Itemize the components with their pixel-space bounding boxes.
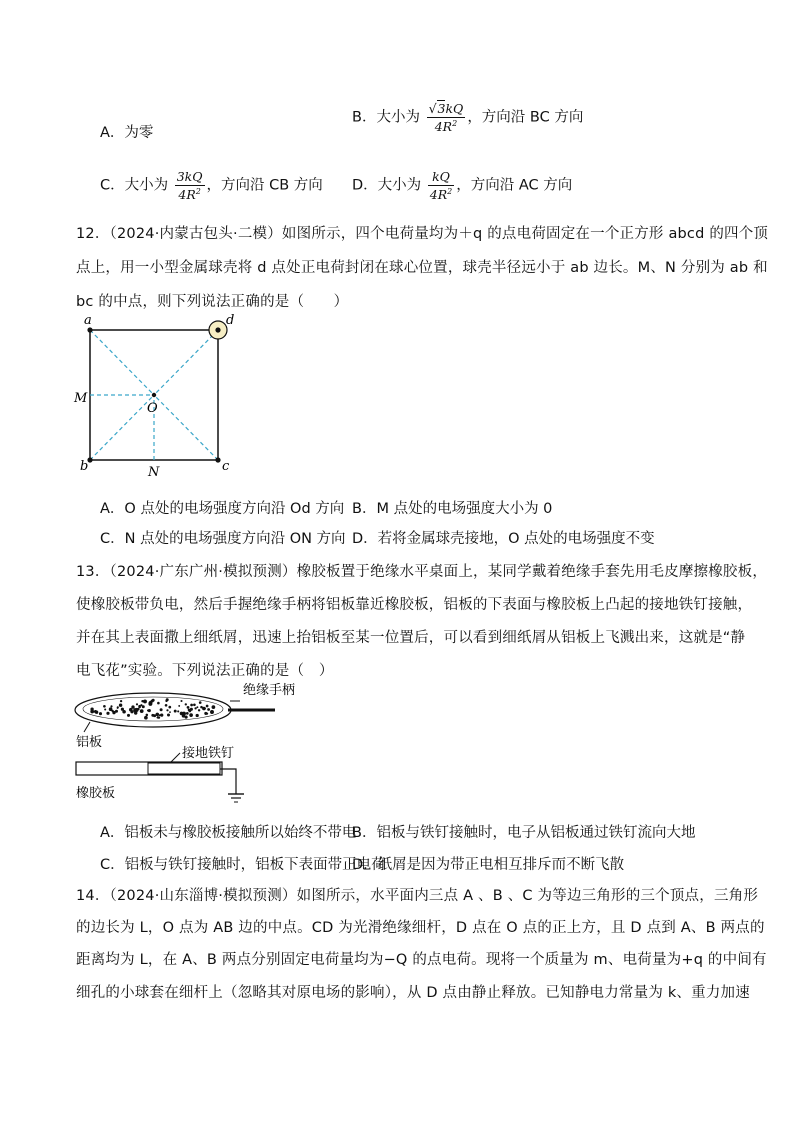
paper-scrap-dot xyxy=(206,712,208,714)
q12-option-c: C．N 点处的电场强度方向沿 ON 方向 xyxy=(100,531,346,547)
paper-scrap-dot xyxy=(188,709,191,712)
q12-square-diagram xyxy=(70,310,250,480)
paper-scrap-dot xyxy=(168,706,171,709)
paper-scrap-dot xyxy=(212,705,216,709)
paper-scrap-dot xyxy=(180,700,182,702)
paper-scrap-dot xyxy=(166,709,168,711)
paper-scrap-dot xyxy=(185,703,187,705)
q12-stem-line-3: bc 的中点，则下列说法正确的是（ ） xyxy=(76,294,349,310)
q13-stem-line-2: 使橡胶板带负电，然后手握绝缘手柄将铝板靠近橡胶板，铝板的下表面与橡胶板上凸起的接地铁钉接触， xyxy=(76,597,753,613)
paper-scrap-dot xyxy=(104,708,106,710)
option-letter: A． xyxy=(100,125,125,141)
q14-stem-line-2: 的边长为 L，O 点为 AB 边的中点。CD 为光滑绝缘细杆，D 点在 O 点的正上方，且 D 点到 A、B 两点的 xyxy=(76,920,765,936)
label-d: d xyxy=(226,313,235,328)
q12-option-b: B．M 点处的电场强度大小为 0 xyxy=(352,501,553,517)
paper-scrap-dot xyxy=(187,706,190,709)
label-o: O xyxy=(147,401,158,416)
paper-scrap-dot xyxy=(189,713,193,717)
q13-option-c: C．铝板与铁钉接触时，铝板下表面带正电荷 xyxy=(100,857,386,873)
fraction-numerator: 3kQ xyxy=(176,169,203,184)
option-text-pre: 大小为 xyxy=(377,177,422,194)
label-a: a xyxy=(84,313,92,328)
label-b: b xyxy=(80,459,89,474)
label-m: M xyxy=(74,391,88,406)
paper-scrap-dot xyxy=(127,714,130,717)
paper-scrap-dot xyxy=(159,714,161,716)
paper-scrap-dot xyxy=(160,708,163,711)
fraction-denominator: 4R xyxy=(429,187,448,203)
q14-stem-line-3: 距离均为 L，在 A、B 两点分别固定电荷量均为−Q 的点电荷。现将一个质量为 m、电荷量为+q 的中间有 xyxy=(76,952,767,968)
paper-scrap-dot xyxy=(147,710,149,712)
paper-scrap-dot xyxy=(146,714,149,717)
paper-scrap-dot xyxy=(186,712,189,715)
paper-scrap-dot xyxy=(95,711,98,714)
paper-scrap-dot xyxy=(152,699,155,702)
option-letter: C． xyxy=(100,177,125,194)
paper-scrap-dot xyxy=(140,704,142,706)
option-text: 为零 xyxy=(124,125,154,141)
label-handle: 绝缘手柄 xyxy=(243,683,296,698)
paper-scrap-dot xyxy=(121,708,124,711)
paper-scrap-dot xyxy=(165,704,168,707)
exponent: 2 xyxy=(447,187,453,196)
paper-scrap-dot xyxy=(157,702,160,705)
paper-scrap-dot xyxy=(190,704,193,707)
fraction-numerator: kQ xyxy=(445,101,464,116)
fraction-formula xyxy=(175,169,205,202)
q13-option-a: A．铝板未与橡胶板接触所以始终不带电 xyxy=(100,825,357,841)
paper-scrap-dot xyxy=(110,705,112,707)
option-text-pre: 大小为 xyxy=(124,177,169,194)
q12-option-d: D．若将金属球壳接地，O 点处的电场强度不变 xyxy=(352,531,655,547)
paper-scrap-dot xyxy=(210,710,214,714)
q14-stem-line-4: 细孔的小球套在细杆上（忽略其对原电场的影响），从 D 点由静止释放。已知静电力常量为 k、重力加速 xyxy=(76,985,750,1001)
dashed-line-co xyxy=(154,395,218,460)
paper-scrap-dot xyxy=(178,705,180,707)
option-text-post: ，方向沿 CB 方向 xyxy=(206,177,323,194)
paper-scrap-dot xyxy=(134,711,137,714)
label-n: N xyxy=(148,465,160,480)
q11-option-b xyxy=(352,101,583,134)
paper-scrap-dot xyxy=(131,705,134,708)
q11-option-c xyxy=(100,169,323,202)
paper-scrap-dot xyxy=(169,711,171,713)
aluminum-pointer xyxy=(84,722,90,732)
paper-scrap-dot xyxy=(156,713,160,717)
point-c xyxy=(215,457,220,462)
paper-scrap-dot xyxy=(177,710,179,712)
paper-scrap-dot xyxy=(158,716,160,718)
paper-scrap-dot xyxy=(149,701,152,704)
dashed-line-ao xyxy=(90,330,154,395)
q13-stem-line-4: 电飞花”实验。下列说法正确的是（ ） xyxy=(76,663,334,679)
fraction-denominator: 4R xyxy=(434,119,453,135)
q13-stem-line-1: 13．（2024·广东广州·模拟预测）橡胶板置于绝缘水平桌面上，某同学戴着绝缘手套先用毛皮摩擦橡胶板， xyxy=(76,564,768,580)
paper-scrap-dot xyxy=(200,706,203,709)
label-nail: 接地铁钉 xyxy=(182,746,235,761)
q11-option-d xyxy=(352,169,572,202)
label-c: c xyxy=(222,459,230,474)
paper-scrap-dot xyxy=(196,706,198,708)
paper-scrap-dot xyxy=(119,703,122,706)
paper-scrap-dot xyxy=(120,700,122,702)
dashed-line-do xyxy=(154,330,218,395)
fraction-formula xyxy=(428,169,454,202)
rubber-plate xyxy=(76,762,222,775)
q12-stem-line-1: 12．（2024·内蒙古包头·二模）如图所示，四个电荷量均为＋q 的点电荷固定在一个正方形 abcd 的四个顶 xyxy=(76,226,769,242)
paper-scrap-dot xyxy=(117,707,119,709)
paper-scrap-dot xyxy=(144,716,148,720)
fraction-numerator: kQ xyxy=(428,169,454,186)
point-d xyxy=(215,327,220,332)
paper-scrap-dot xyxy=(207,708,210,711)
sqrt-radicand: 3 xyxy=(437,101,446,116)
paper-scrap-dot xyxy=(206,705,209,708)
label-aluminum: 铝板 xyxy=(76,735,103,750)
paper-scrap-dot xyxy=(174,710,177,713)
dashed-line-bo xyxy=(90,395,154,460)
q13-experiment-diagram xyxy=(70,680,310,805)
option-letter: B． xyxy=(352,109,377,126)
paper-scrap-dot xyxy=(198,709,200,711)
paper-scrap-dot xyxy=(194,707,196,709)
exponent: 2 xyxy=(195,187,201,196)
paper-scrap-dot xyxy=(140,709,144,713)
paper-scrap-dot xyxy=(167,713,170,716)
paper-scrap-dot xyxy=(136,703,138,705)
paper-scrap-dot xyxy=(106,712,109,715)
q13-option-b: B．铝板与铁钉接触时，电子从铝板通过铁钉流向大地 xyxy=(352,825,696,841)
point-o xyxy=(152,393,156,397)
paper-scrap-dot xyxy=(90,710,94,714)
paper-scrap-dot xyxy=(151,714,154,717)
paper-scrap-dot xyxy=(185,716,188,719)
q12-option-a: A．O 点处的电场强度方向沿 Od 方向 xyxy=(100,501,345,517)
q13-option-d: D．纸屑是因为带正电相互排斥而不断飞散 xyxy=(352,857,625,873)
q11-option-a xyxy=(100,121,153,142)
paper-scrap-dot xyxy=(196,714,199,717)
q13-stem-line-3: 并在其上表面撒上细纸屑，迅速上抬铝板至某一位置后，可以看到细纸屑从铝板上飞溅出来，这就是“静 xyxy=(76,630,746,646)
paper-scrap-dot xyxy=(143,699,147,703)
q12-stem-line-2: 点上，用一小型金属球壳将 d 点处正电荷封闭在球心位置，球壳半径远小于 ab 边长。M、N 分别为 ab 和 xyxy=(76,260,768,276)
exponent: 2 xyxy=(452,119,458,128)
paper-scrap-dot xyxy=(165,700,167,702)
paper-scrap-dot xyxy=(130,710,133,713)
q14-stem-line-1: 14．（2024·山东淄博·模拟预测）如图所示，水平面内三点 A 、B 、C 为等边三角形的三个顶点，三角形 xyxy=(76,888,759,904)
option-text-pre: 大小为 xyxy=(376,109,420,126)
paper-scrap-dot xyxy=(193,703,196,706)
fraction-formula: $\frac{√3kQ}{4R^2}$ xyxy=(428,101,464,135)
option-text-post: ，方向沿 BC 方向 xyxy=(467,109,584,126)
option-text-post: ，方向沿 AC 方向 xyxy=(456,177,573,194)
label-rubber: 橡胶板 xyxy=(76,786,116,801)
point-a xyxy=(87,327,92,332)
paper-scrap-dot xyxy=(180,712,184,716)
paper-scrap-dot xyxy=(103,705,106,708)
paper-scrap-dot xyxy=(204,707,206,709)
option-letter: D． xyxy=(352,177,378,194)
paper-scrap-dot xyxy=(112,711,115,714)
paper-scrap-dot xyxy=(99,712,102,715)
paper-scrap-dot xyxy=(199,701,202,704)
fraction-denominator: 4R xyxy=(178,187,196,203)
